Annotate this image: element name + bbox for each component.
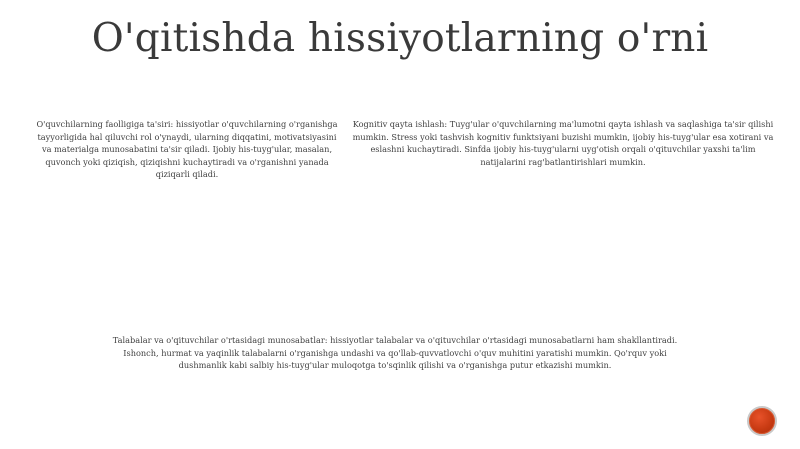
next-slide-button[interactable] [747,406,777,436]
slide-title: O'qitishda hissiyotlarning o'rni [91,16,709,61]
text-block-engagement: O'quvchilarning faolligiga ta'siri: hissiyotlar o'quvchilarning o'rganishga tayyorligida hal qiluvchi rol o'ynaydi, ularning diqqatini, motivatsiyasini va materialga munosabatini ta'sir qiladi. Ijobiy his-tuyg'ular, masalan, quvonch yoki qiziqish, qiziqishni kuchaytiradi va o'rganishni yanada qiziqarli qiladi. [36,119,338,179]
text-block-relationships: Talabalar va o'qituvchilar o'rtasidagi munosabatlar: hissiyotlar talabalar va o'qituvchilar o'rtasidagi munosabatlarni ham shakllantiradi. Ishonch, hurmat va yaqinlik talabalarni o'rganishga undashi va qo'llab-quvvatlovchi o'quv muhitini yaratishi mumkin. Qo'rquv yoki dushmanlik kabi salbiy his-tuyg'ular muloqotga to'sqinlik qilishi va o'rganishga putur etkazishi mumkin. [112,335,678,370]
text-block-cognitive: Kognitiv qayta ishlash: Tuyg'ular o'quvchilarning ma'lumotni qayta ishlash va saqlashiga ta'sir qilishi mumkin. Stress yoki tashvish kognitiv funktsiyani buzishi mumkin, ijobiy his-tuyg'ular esa xotirani va eslashni kuchaytiradi. Sinfda ijobiy his-tuyg'ularni uyg'otish orqali o'qituvchilar yaxshi ta'lim natijalarini rag'batlantirishlari mumkin. [352,119,774,167]
